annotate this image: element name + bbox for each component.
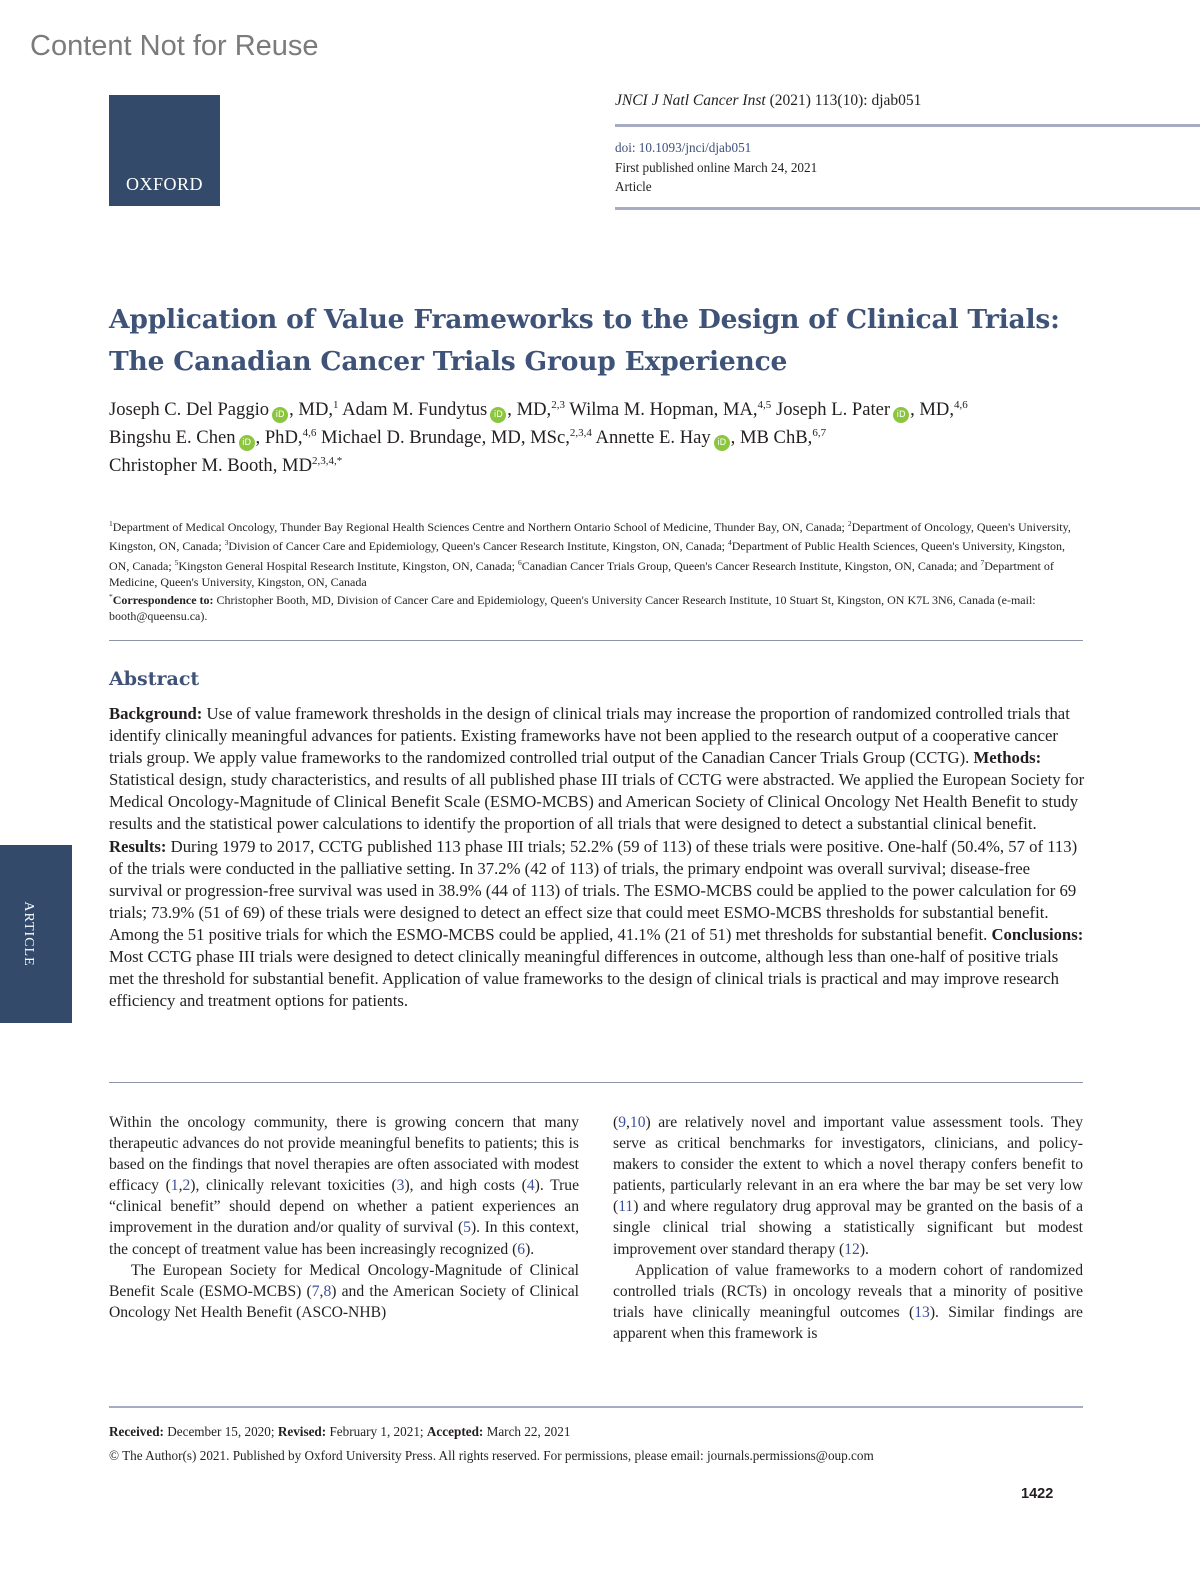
affiliation-sup: 7	[980, 557, 985, 567]
author-affiliation-sup: 6,7	[812, 426, 827, 439]
reference-link[interactable]: 3	[396, 1177, 405, 1195]
publisher-logo	[109, 95, 220, 206]
abstract-section-text: Statistical design, study characteristics, and results of all published phase III trials of CCTG were abstracted. We applied the European Society for Medical Oncology-Magnitude of Clinical Benefit Scale (ESMO-MCBS) and American Society of Clinical Oncology Net Health Benefit to study results and the statistical power calculations to identify the proportion of all trials that were designed to detect a substantial clinical benefit.	[109, 770, 1085, 834]
body-text: ), and high costs (	[404, 1177, 527, 1195]
author	[109, 399, 339, 420]
author-affiliation-sup: 2,3	[551, 398, 565, 411]
reference-link[interactable]: 10	[629, 1114, 646, 1131]
affiliation-sup: 2	[847, 519, 852, 528]
reference-link[interactable]: 11	[618, 1198, 634, 1216]
affiliation: Kingston General Hospital Research Institute, Kingston, ON, Canada;	[178, 558, 519, 573]
article-meta	[615, 138, 817, 197]
history-dates	[109, 1424, 570, 1440]
author-affiliation-sup: 4,6	[953, 398, 968, 411]
body-text: ). In this context, the concept of treatment value has been increasingly recognized (	[109, 1219, 579, 1258]
author-name: Bingshu E. Chen	[109, 427, 236, 448]
author-degree: , MD,	[910, 399, 954, 420]
affiliation-sup: 1	[109, 519, 113, 528]
affiliation-sup: 6	[518, 557, 522, 567]
reference-link[interactable]: 2	[182, 1177, 191, 1195]
affiliation-sup: 4	[728, 538, 732, 548]
divider	[109, 1082, 1083, 1083]
author-name: Joseph L. Pater	[775, 399, 891, 420]
author-list	[109, 396, 1094, 480]
body-text: ) and where regulatory drug approval may be granted on the basis of a single clinical trial showing a statistically significant but modest improvement over standard therapy (	[613, 1198, 1083, 1258]
orcid-icon[interactable]: iD	[239, 435, 255, 451]
body-column-left	[109, 1112, 579, 1323]
author-degree: , MD,	[289, 399, 334, 420]
abstract-section-label: Methods:	[973, 748, 1042, 768]
divider	[109, 640, 1083, 641]
author-degree: , MD,	[507, 399, 552, 420]
author	[342, 399, 565, 420]
affiliation: Department of Medical Oncology, Thunder Bay Regional Health Sciences Centre and Northern Ontario School of Medicine, Thunder Bay, ON, Canada;	[112, 520, 848, 534]
author	[109, 427, 316, 448]
abstract-section-text: Most CCTG phase III trials were designed to detect clinically meaningful differences in outcome, although less than one-half of positive trials met the threshold for substantial benefit. Application of value frameworks to the design of clinical trials is practical and may improve research efficiency and treatment options for patients.	[109, 947, 1059, 1011]
correspondence-marker: *	[109, 592, 113, 601]
published-date: First published online March 24, 2021	[615, 159, 818, 175]
author-degree: , MA,	[713, 399, 758, 420]
reference-link[interactable]: 1	[170, 1177, 179, 1195]
body-text: ,	[178, 1177, 183, 1195]
affiliation-sup: 5	[174, 557, 179, 567]
body-text: ).	[859, 1240, 869, 1258]
author-name: Wilma M. Hopman	[569, 399, 714, 420]
correspondence	[109, 589, 1084, 625]
author-degree: , MD, MSc,	[481, 427, 570, 448]
header-rule	[615, 124, 1200, 127]
reference-link[interactable]: 12	[844, 1240, 860, 1258]
reference-link[interactable]: 13	[914, 1303, 930, 1321]
date-label: Received:	[109, 1424, 164, 1439]
affiliation: Department of Public Health Sciences, Queen's University, Kingston, ON, Canada;	[109, 539, 1066, 573]
body-text: ) and the American Society of Clinical Oncology Net Health Benefit (ASCO-NHB)	[109, 1282, 579, 1321]
body-text: The European Society for Medical Oncology-Magnitude of Clinical Benefit Scale (ESMO-MCBS) (	[109, 1261, 579, 1300]
orcid-icon[interactable]: iD	[893, 407, 909, 423]
author-name: Annette E. Hay	[595, 427, 711, 448]
author-affiliation-sup: 4,6	[302, 426, 317, 439]
publisher-logo-text: OXFORD	[125, 174, 203, 194]
watermark: Content Not for Reuse	[30, 30, 319, 62]
author	[569, 399, 771, 420]
abstract-section-label: Results:	[109, 836, 167, 856]
body-paragraph	[109, 1112, 579, 1260]
date-value: February 1, 2021;	[326, 1424, 427, 1439]
footer-rule	[109, 1406, 1083, 1408]
orcid-icon[interactable]: iD	[272, 407, 288, 423]
author-degree: , MB ChB,	[730, 427, 813, 448]
article-title: Application of Value Frameworks to the Design of Clinical Trials: The Canadian Cancer Trials Group Experience	[109, 304, 1060, 377]
author-name: Christopher M. Booth	[109, 455, 273, 476]
journal-name: JNCI J Natl Cancer Inst	[615, 92, 766, 109]
body-text: ), clinically relevant toxicities (	[190, 1177, 397, 1195]
orcid-icon[interactable]: iD	[490, 407, 506, 423]
abstract-text	[109, 703, 1085, 1012]
doi-link[interactable]: doi: 10.1093/jnci/djab051	[615, 140, 752, 155]
affiliation: Division of Cancer Care and Epidemiology, Queen's Cancer Research Institute, Kingston, ON, Canada;	[228, 539, 728, 554]
author	[109, 455, 342, 476]
body-paragraph	[613, 1112, 1083, 1260]
date-value: March 22, 2021	[483, 1424, 571, 1439]
reference-link[interactable]: 5	[463, 1219, 471, 1237]
affiliation: Department of Medicine, Queen's University, Kingston, ON, Canada	[109, 558, 1054, 590]
body-text: (	[613, 1114, 619, 1131]
body-column-right	[613, 1112, 1083, 1344]
correspondence-label: Correspondence to:	[112, 593, 214, 607]
date-label: Accepted:	[426, 1424, 484, 1439]
body-text: ) are relatively novel and important value assessment tools. They serve as critical benchmarks for investigators, clinicians, and policy-makers to consider the extent to which a novel therapy confers benefit to patients, particularly relevant in an era where the bar may be set very low (	[613, 1114, 1083, 1216]
author-degree: , PhD,	[255, 427, 303, 448]
reference-link[interactable]: 6	[517, 1240, 526, 1258]
abstract-heading: Abstract	[109, 668, 200, 690]
abstract-section-label: Background:	[109, 704, 203, 723]
author	[596, 427, 827, 448]
author-affiliation-sup: 2,3,4,*	[312, 454, 343, 467]
meta-rule	[615, 207, 1200, 210]
author	[776, 399, 968, 420]
body-text: ,	[626, 1114, 630, 1131]
date-label: Revised:	[277, 1424, 327, 1439]
author-name: Adam M. Fundytus	[342, 399, 488, 420]
reference-link[interactable]: 4	[526, 1177, 535, 1195]
author-affiliation-sup: 2,3,4	[569, 426, 592, 439]
journal-volume: (2021) 113(10): djab051	[765, 92, 922, 109]
author-affiliation-sup: 1	[333, 398, 339, 411]
affiliation: Department of Oncology, Queen's University, Kingston, ON, Canada;	[109, 520, 1071, 554]
page-number: 1422	[1021, 1486, 1054, 1502]
orcid-icon[interactable]: iD	[714, 435, 730, 451]
body-text: ).	[525, 1240, 535, 1258]
reference-link[interactable]: 7	[311, 1282, 320, 1300]
body-paragraph	[613, 1260, 1083, 1344]
abstract-section-text: During 1979 to 2017, CCTG published 113 phase III trials; 52.2% (59 of 113) of these trials were positive. One-half (50.4%, 57 of 113) of the trials were conducted in the palliative setting. In 37.2% (42 of 113) of trials, the primary endpoint was overall survival; disease-free survival or progression-free survival was used in 38.9% (44 of 113) of trials. The ESMO-MCBS could be applied to the power calculation for 69 trials; 73.9% (51 of 69) of these trials were designed to detect an effect size that could meet ESMO-MCBS thresholds for substantial benefit. Among the 51 positive trials for which the ESMO-MCBS could be applied, 41.1% (21 of 51) met thresholds for substantial benefit.	[109, 836, 1078, 944]
side-tab	[0, 845, 72, 1023]
body-text: ). Similar findings are apparent when this framework is	[613, 1303, 1083, 1342]
affiliations	[109, 516, 1084, 591]
author-name: Joseph C. Del Paggio	[109, 399, 270, 420]
correspondence-text: Christopher Booth, MD, Division of Cancer Care and Epidemiology, Queen's University Cancer Research Institute, 10 Stuart St, Kingston, ON K7L 3N6, Canada (e-mail: booth@queensu.ca).	[109, 593, 1036, 624]
author-degree: , MD	[272, 455, 312, 476]
author-affiliation-sup: 4,5	[757, 398, 772, 411]
date-value: December 15, 2020;	[163, 1424, 278, 1439]
author-name: Michael D. Brundage	[320, 427, 482, 448]
abstract-section-text: Use of value framework thresholds in the design of clinical trials may increase the proportion of randomized controlled trials that identify clinically meaningful advances for patients. Existing frameworks have not been applied to the research output of a cooperative cancer trials group. We apply value frameworks to the randomized controlled trial output of the Canadian Cancer Trials Group (CCTG).	[109, 704, 1070, 768]
journal-citation	[615, 92, 921, 110]
affiliation-sup: 3	[224, 538, 229, 548]
reference-link[interactable]: 8	[323, 1282, 332, 1300]
abstract-section-label: Conclusions:	[991, 924, 1084, 944]
body-text: ,	[319, 1282, 324, 1300]
body-paragraph	[109, 1260, 579, 1323]
author	[321, 427, 592, 448]
body-text: ). True “clinical benefit” should depend on whether a patient experiences an improvement in the duration and/or quality of survival (	[109, 1177, 579, 1237]
reference-link[interactable]: 9	[618, 1114, 626, 1131]
body-text: Application of value frameworks to a modern cohort of randomized controlled trials (RCTs) in oncology reveals that a minority of positive trials have clinically meaningful outcomes (	[613, 1261, 1083, 1321]
article-type: Article	[615, 179, 652, 194]
side-tab-label: ARTICLE	[21, 901, 36, 967]
copyright: © The Author(s) 2021. Published by Oxford University Press. All rights reserved. For permissions, please email: journals.permissions@oup.com	[109, 1448, 874, 1463]
body-text: Within the oncology community, there is growing concern that many therapeutic advances do not provide meaningful benefits to patients; this is based on the findings that novel therapies are often associated with modest efficacy (	[109, 1114, 579, 1195]
affiliation: Canadian Cancer Trials Group, Queen's Cancer Research Institute, Kingston, ON, Canada; and	[521, 558, 981, 573]
